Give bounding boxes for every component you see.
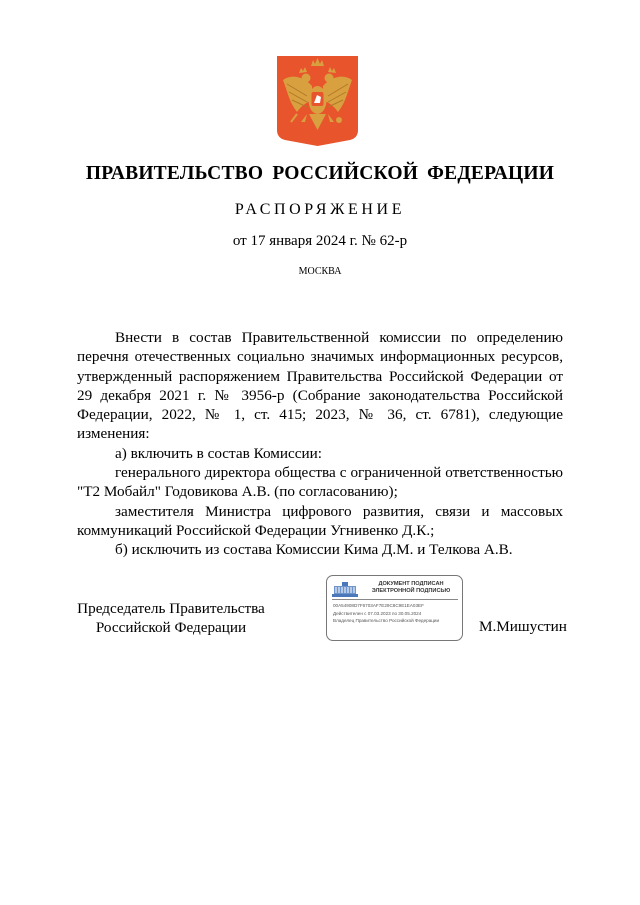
signatory-position-line1: Председатель Правительства — [77, 600, 265, 617]
body-paragraph: б) исключить из состава Комиссии Кима Д.М. и Телкова А.В. — [115, 541, 513, 559]
stamp-validity: Действителен с 07.03.2023 по 30.05.2024 — [333, 611, 422, 616]
document-body — [77, 328, 563, 560]
government-building-icon — [332, 581, 358, 597]
coat-of-arms-icon — [277, 56, 358, 146]
electronic-signature-stamp — [326, 575, 463, 641]
document-type: РАСПОРЯЖЕНИЕ — [234, 201, 406, 218]
body-paragraph: а) включить в состав Комиссии: — [115, 444, 322, 462]
stamp-certificate: 00A54908D7F6703AF7E29C8C9E1EA03EF — [333, 603, 424, 608]
document-date-number: от 17 января 2024 г. № 62-р — [232, 233, 408, 249]
signatory-position-line2: Российской Федерации — [95, 619, 247, 636]
stamp-title: ДОКУМЕНТ ПОДПИСАН ЭЛЕКТРОННОЙ ПОДПИСЬЮ — [371, 581, 451, 594]
government-title: ПРАВИТЕЛЬСТВО РОССИЙСКОЙ ФЕДЕРАЦИИ — [85, 163, 555, 184]
body-paragraph: заместителя Министра цифрового развития, связи и массовых коммуникаций Российской Федерации Угнивенко Д.К.; — [77, 502, 563, 539]
stamp-owner: Владелец Правительство Российской Федерации — [333, 618, 440, 623]
body-paragraph: генерального директора общества с ограниченной ответственностью "Т2 Мобайл" Годовикова А.В. (по согласованию); — [77, 464, 563, 501]
signatory-position — [66, 599, 276, 637]
document-city: МОСКВА — [298, 266, 342, 277]
stamp-divider — [332, 599, 458, 600]
body-paragraph: Внести в состав Правительственной комиссии по определению перечня отечественных социально значимых информационных ресурсов, утвержденный распоряжением Правительства Российской Федерации от 29 декабря 2021 г. № 3956-р (Собрание законодательства Российской Федерации, 2022, № 1, ст. 415; 2023, № 36, ст. 6781), следующие изменения: — [77, 329, 563, 443]
signatory-name: М.Мишустин — [479, 618, 567, 635]
